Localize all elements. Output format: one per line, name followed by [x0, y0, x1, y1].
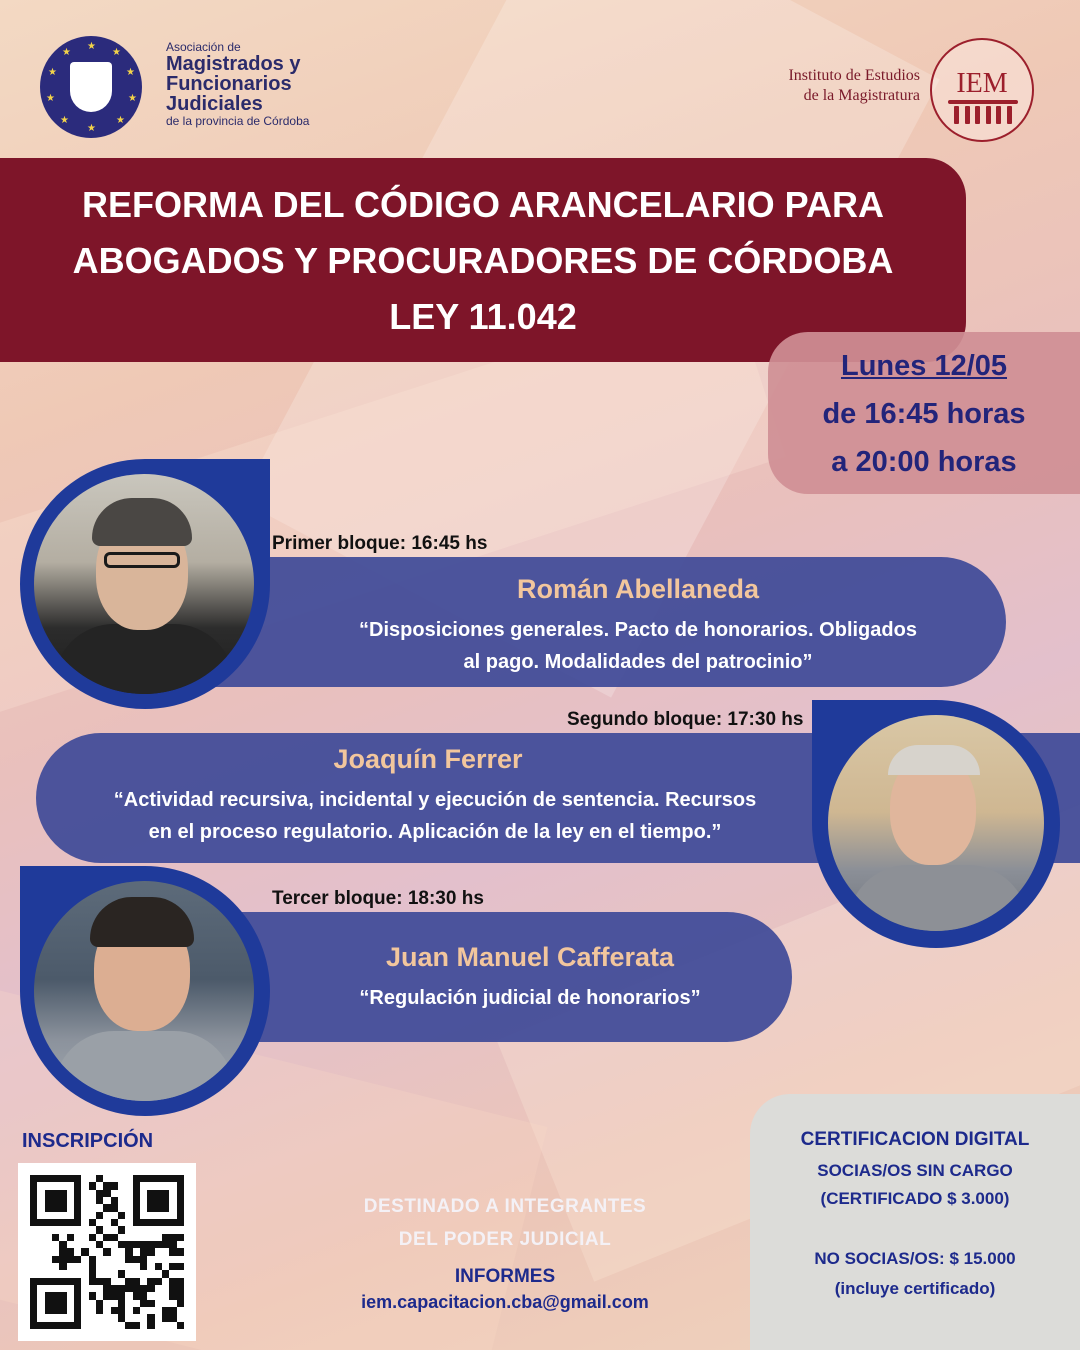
speaker-topic-3: “Regulación judicial de honorarios” — [359, 987, 701, 1009]
institute-name — [700, 66, 920, 106]
speaker-name-2: Joaquín Ferrer — [333, 744, 523, 774]
cert-members: SOCIAS/OS SIN CARGO — [817, 1161, 1013, 1180]
column-icon — [954, 106, 1012, 126]
info-heading: INFORMES — [454, 1266, 556, 1287]
association-name-line1: Magistrados y — [166, 53, 301, 75]
speaker-photo-2 — [828, 715, 1044, 931]
audience-line-2: DEL PODER JUDICIAL — [398, 1229, 612, 1250]
speaker-topic-2-line1: “Actividad recursiva, incidental y ejecución de sentencia. Recursos — [113, 789, 757, 811]
institute-logo-text: IEM — [956, 68, 1008, 99]
speaker-photo-1 — [34, 474, 254, 694]
institute-name-line1: Instituto de Estudios — [788, 67, 920, 84]
association-name — [166, 40, 309, 128]
event-date: Lunes 12/05 — [840, 350, 1008, 382]
registration-qr-code[interactable] — [18, 1163, 196, 1341]
block-label-3: Tercer bloque: 18:30 hs — [272, 888, 484, 909]
block-label-1: Primer bloque: 16:45 hs — [272, 533, 488, 554]
association-name-line3: Judiciales — [166, 93, 263, 115]
event-start: de 16:45 horas — [822, 398, 1026, 430]
title-line-3: LEY 11.042 — [389, 296, 577, 337]
cert-members-note: (CERTIFICADO $ 3.000) — [820, 1189, 1010, 1208]
association-name-line2: Funcionarios — [166, 73, 292, 95]
association-name-bottom: de la provincia de Córdoba — [166, 114, 310, 128]
title-line-1: REFORMA DEL CÓDIGO ARANCELARIO PARA — [81, 184, 884, 225]
registration-heading: INSCRIPCIÓN — [22, 1130, 154, 1152]
speaker-topic-2-line2: en el proceso regulatorio. Aplicación de la ley en el tiempo.” — [148, 821, 722, 843]
speaker-topic-1-line1: “Disposiciones generales. Pacto de honorarios. Obligados — [359, 619, 917, 641]
cert-non-members-note: (incluye certificado) — [834, 1279, 996, 1298]
speaker-name-3: Juan Manuel Cafferata — [385, 942, 675, 972]
speaker-topic-1-line2: al pago. Modalidades del patrocinio” — [463, 651, 813, 673]
cert-non-members: NO SOCIAS/OS: $ 15.000 — [814, 1249, 1016, 1268]
shield-icon — [70, 62, 112, 112]
association-logo: ★ ★ ★ ★ ★ ★ ★ ★ ★ ★ — [40, 36, 142, 138]
audience-line-1: DESTINADO A INTEGRANTES — [363, 1196, 647, 1217]
title-line-2: ABOGADOS Y PROCURADORES DE CÓRDOBA — [72, 240, 894, 281]
event-end: a 20:00 horas — [831, 446, 1017, 478]
institute-name-line2: de la Magistratura — [803, 87, 920, 104]
qr-icon — [30, 1175, 184, 1329]
institute-logo — [930, 38, 1034, 142]
contact-email[interactable]: iem.capacitacion.cba@gmail.com — [361, 1292, 649, 1312]
association-name-top: Asociación de — [166, 40, 241, 54]
cert-title: CERTIFICACION DIGITAL — [800, 1129, 1030, 1150]
block-label-2: Segundo bloque: 17:30 hs — [567, 709, 804, 730]
speaker-photo-3 — [34, 881, 254, 1101]
speaker-name-1: Román Abellaneda — [516, 574, 760, 604]
